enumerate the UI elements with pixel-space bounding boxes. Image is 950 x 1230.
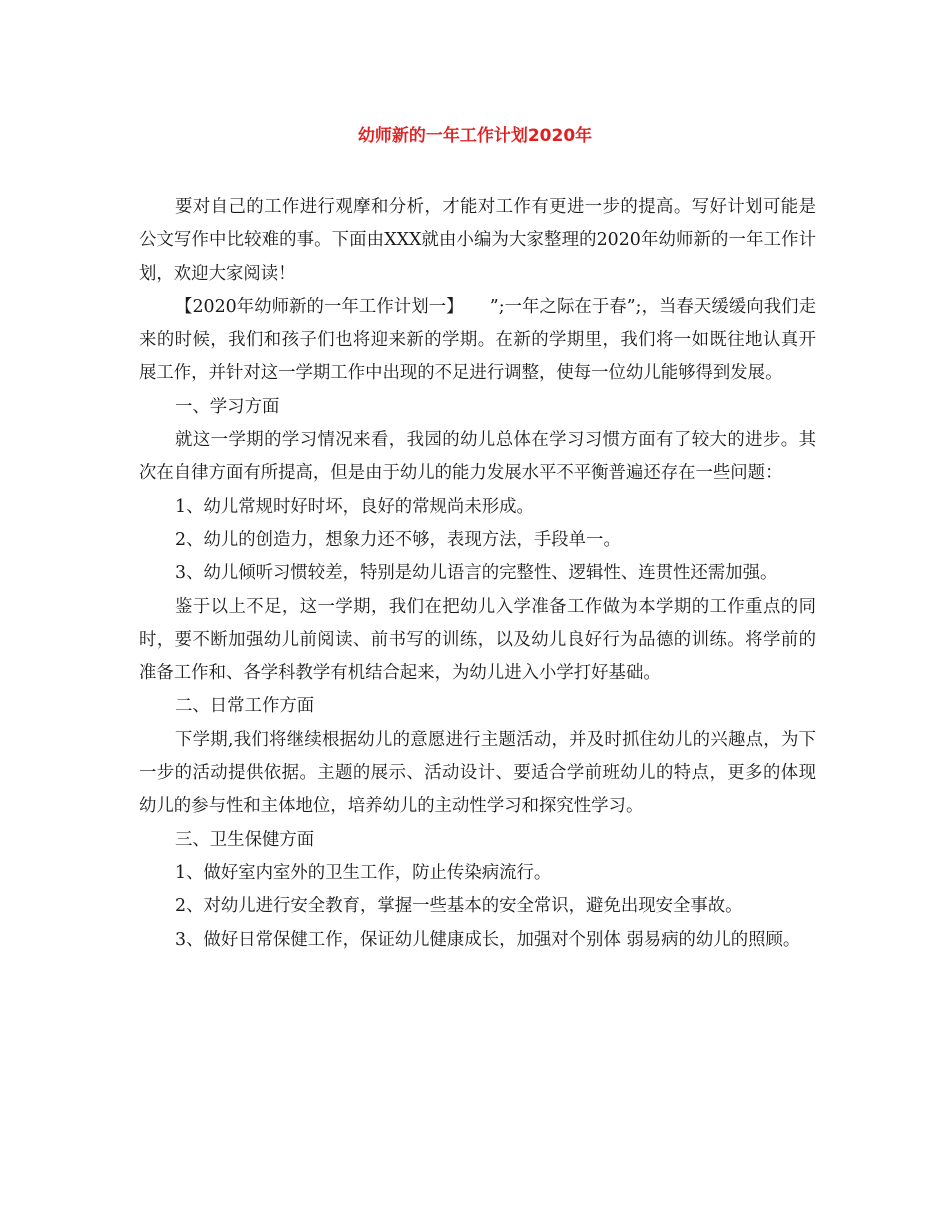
document-body xyxy=(139,191,816,957)
section-heading-daily: 二、日常工作方面 xyxy=(175,696,315,717)
section-heading-study: 一、学习方面 xyxy=(175,396,280,417)
paragraph-study-overview: 就这一学期的学习情况来看，我园的幼儿总体在学习习惯方面有了较大的进步。其次在自律方面有所提高，但是由于幼儿的能力发展水平不平衡普遍还存在一些问题： xyxy=(139,430,816,484)
list-item-health-1: 1、做好室内室外的卫生工作，防止传染病流行。 xyxy=(175,862,552,883)
paragraph-study-plan: 鉴于以上不足，这一学期，我们在把幼儿入学准备工作做为本学期的工作重点的同时，要不断加强幼儿前阅读、前书写的训练，以及幼儿良好行为品德的训练。将学前的准备工作和、各学科教学有机结合起来，为幼儿进入小学打好基础。 xyxy=(139,596,816,684)
paragraph-intro: 要对自己的工作进行观摩和分析，才能对工作有更进一步的提高。写好计划可能是公文写作中比较难的事。下面由XXX就由小编为大家整理的2020年幼师新的一年工作计划，欢迎大家阅读！ xyxy=(139,197,816,284)
paragraph-daily-work: 下学期,我们将继续根据幼儿的意愿进行主题活动，并及时抓住幼儿的兴趣点，为下一步的活动提供依据。主题的展示、活动设计、要适合学前班幼儿的特点，更多的体现幼儿的参与性和主体地位，培养幼儿的主动性学习和探究性学习。 xyxy=(139,729,816,817)
section-heading-health: 三、卫生保健方面 xyxy=(175,829,315,850)
list-item-health-3: 3、做好日常保健工作，保证幼儿健康成长，加强对个别体 弱易病的幼儿的照顾。 xyxy=(175,929,801,950)
paragraph-plan-one: 【2020年幼师新的一年工作计划一】 ”;一年之际在于春”;，当春天缓缓向我们走来的时候，我们和孩子们也将迎来新的学期。在新的学期里，我们将一如既往地认真开展工作，并针对这一学期工作中出现的不足进行调整，使每一位幼儿能够得到发展。 xyxy=(139,296,816,384)
list-item-study-2: 2、幼儿的创造力，想象力还不够，表现方法，手段单一。 xyxy=(175,529,621,550)
list-item-health-2: 2、对幼儿进行安全教育，掌握一些基本的安全常识，避免出现安全事故。 xyxy=(175,896,743,917)
list-item-study-3: 3、幼儿倾听习惯较差，特别是幼儿语言的完整性、逻辑性、连贯性还需加强。 xyxy=(175,563,778,584)
list-item-study-1: 1、幼儿常规时好时坏，良好的常规尚未形成。 xyxy=(175,496,534,517)
document-title: 幼师新的一年工作计划2020年 xyxy=(357,126,593,146)
